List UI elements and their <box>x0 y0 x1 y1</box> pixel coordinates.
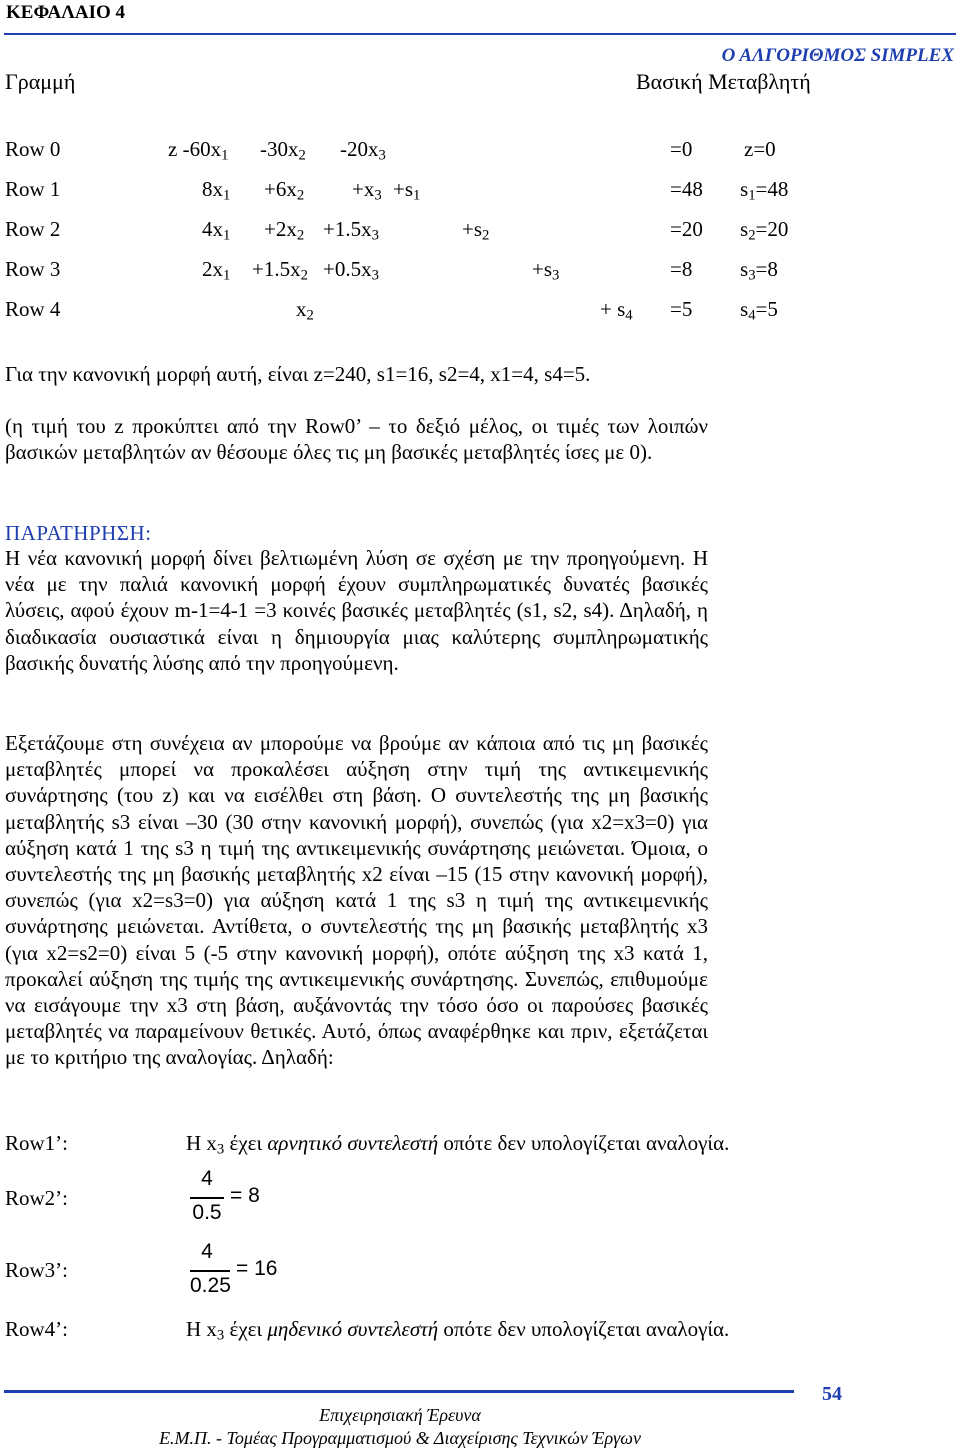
row-rhs: =48 <box>670 177 703 201</box>
ratio-text-part: Η x <box>186 1317 217 1341</box>
chapter-title: ΚΕΦΑΛΑΙΟ 4 <box>6 2 126 23</box>
fraction-result: = 8 <box>230 1184 260 1207</box>
row-term: $+s_2$ <box>462 217 490 244</box>
row-label: Row 2 <box>5 217 61 241</box>
footer-course: Επιχειρησιακή Έρευνα <box>319 1405 481 1425</box>
note-heading: ΠΑΡΑΤΗΡΗΣΗ: <box>5 521 152 545</box>
fraction-denominator: 0.25 <box>190 1274 231 1297</box>
row-term: $+2x_2$ <box>264 217 305 244</box>
row-term: $-30x_2$ <box>260 137 306 164</box>
row-basic: $s_3=8$ <box>740 257 778 284</box>
ratio-emphasis: μηδενικό συντελεστή <box>267 1317 439 1341</box>
section-title: Ο ΑΛΓΟΡΙΘΜΟΣ SIMPLEX <box>721 45 954 66</box>
row-term: $+1.5x_2$ <box>252 257 308 284</box>
row-rhs: =8 <box>670 257 693 281</box>
main-paragraph: Εξετάζουμε στη συνέχεια αν μπορούμε να βρούμε αν κάποια από τις μη βασικές μεταβλητές μπορεί να προκαλέσει αύξηση στην τιμή της αντικειμενικής συνάρτησης (του z) και να εισέλθει στη βάση. Ο συντελεστής της μη βασικής μεταβλητής s3 είναι –30 (30 στην κανονική μορφή), συνεπώς (για x2=x3=0) για αύξηση κατά 1 της s3 η τιμή της αντικειμενικής συνάρτησης μειώνεται. Όμοια, ο συντελεστής της μη βασικής μεταβλητής x2 είναι –15 (15 στην κανονική μορφή), συνεπώς (για x2=s3=0) για αύξηση κατά 1 της s3 η τιμή της αντικειμενικής συνάρτησης μειώνεται. Αντίθετα, ο συντελεστής της μη βασικής μεταβλητής x3 (για x2=s2=0) είναι 5 (-5 στην κανονική μορφή), οπότε αύξηση της x3 κατά 1, προκαλεί αύξηση της τιμής της αντικειμενικής συνάρτησης. Συνεπώς, επιθυμούμε να εισάγουμε την x3 στη βάση, αυξάνοντάς την τόσο όσο οι παρούσες βασικές μεταβλητές να παραμείνουν θετικές. Αυτό, όπως αναφέρθηκε και πριν, εξετάζεται με το κριτήριο της αναλογίας. Δηλαδή: <box>5 731 708 1070</box>
row-term: + $s_4$ <box>600 297 633 324</box>
row-label: Row 4 <box>5 297 61 321</box>
ratio-row-label: Row3’: <box>5 1258 68 1282</box>
table-row <box>0 217 960 251</box>
row-rhs: =5 <box>670 297 693 321</box>
explanation-paragraph: (η τιμή του z προκύπτει από την Row0’ – το δεξιό μέλος, οι τιμές των λοιπών βασικών μεταβλητών αν θέσουμε όλες τις μη βασικές μεταβλητές ίσες με 0). <box>5 414 708 465</box>
table-row <box>0 257 960 291</box>
fraction-result: = 16 <box>236 1257 278 1280</box>
ratio-text-part: Η x <box>186 1131 217 1155</box>
footer-rule <box>4 1390 794 1393</box>
row-term: $+s_3$ <box>532 257 560 284</box>
fraction-denominator: 0.5 <box>192 1201 222 1224</box>
ratio-row-label: Row1’: <box>5 1131 68 1155</box>
ratio-row-text <box>186 1131 729 1159</box>
ratio-text-part: οπότε δεν υπολογίζεται αναλογία. <box>438 1317 730 1341</box>
ratio-subscript: 3 <box>216 1141 225 1158</box>
table-row <box>0 177 960 211</box>
fraction-numerator: 4 <box>201 1167 213 1190</box>
ratio-subscript: 3 <box>216 1327 225 1344</box>
column-heading-basic: Βασική Μεταβλητή <box>636 69 811 94</box>
row-term: $+6x_2$ <box>264 177 305 204</box>
row-basic: $s_2=20$ <box>740 217 789 244</box>
ratio-text-part: έχει <box>224 1131 268 1155</box>
row-rhs: =20 <box>670 217 703 241</box>
row-term: $+s_1$ <box>393 177 421 204</box>
fraction-numerator: 4 <box>201 1240 213 1263</box>
row-label: Row 3 <box>5 257 61 281</box>
table-row <box>0 297 960 331</box>
fraction-bar <box>190 1270 230 1272</box>
ratio-text-part: οπότε δεν υπολογίζεται αναλογία. <box>438 1131 730 1155</box>
row-rhs: =0 <box>670 137 693 161</box>
row-term: $4x_1$ <box>202 217 231 244</box>
row-label: Row 0 <box>5 137 61 161</box>
table-row <box>0 137 960 171</box>
row-label: Row 1 <box>5 177 61 201</box>
row-term: $-20x_3$ <box>340 137 386 164</box>
row-term: $+0.5x_3$ <box>323 257 379 284</box>
solution-line: Για την κανονική μορφή αυτή, είναι z=240, s1=16, s2=4, x1=4, s4=5. <box>5 362 591 386</box>
fraction-bar <box>190 1197 224 1199</box>
row-term: $2x_1$ <box>202 257 231 284</box>
row-term: $+1.5x_3$ <box>323 217 379 244</box>
ratio-row-text <box>186 1317 729 1345</box>
row-term: $x_2$ <box>296 297 314 324</box>
note-paragraph: Η νέα κανονική μορφή δίνει βελτιωμένη λύση σε σχέση με την προηγούμενη. Η νέα με την παλιά κανονική μορφή έχουν συμπληρωματικές δυνατές βασικές λύσεις, αφού έχουν m-1=4-1 =3 κοινές βασικές μεταβλητές (s1, s2, s4). Δηλαδή, η διαδικασία ουσιαστικά είναι η δημιουργία μιας καλύτερης συμπληρωματικής βασικής δυνατής λύσης από την προηγούμενη. <box>5 546 708 675</box>
row-term: $8x_1$ <box>202 177 231 204</box>
row-basic: $s_1=48$ <box>740 177 789 204</box>
column-heading-row: Γραμμή <box>5 69 76 94</box>
header-rule <box>4 33 956 35</box>
row-terms: z $-60x_1$ <box>168 137 229 164</box>
page-number: 54 <box>822 1383 842 1405</box>
footer-department: Ε.Μ.Π. - Τομέας Προγραμματισμού & Διαχείρισης Τεχνικών Έργων <box>159 1428 641 1448</box>
row-term: $+x_3$ <box>352 177 382 204</box>
ratio-row-label: Row2’: <box>5 1186 68 1210</box>
ratio-row-label: Row4’: <box>5 1317 68 1341</box>
row-basic: $s_4=5$ <box>740 297 778 324</box>
ratio-emphasis: αρνητικό συντελεστή <box>267 1131 439 1155</box>
row-basic: z=0 <box>744 137 776 161</box>
ratio-text-part: έχει <box>224 1317 268 1341</box>
